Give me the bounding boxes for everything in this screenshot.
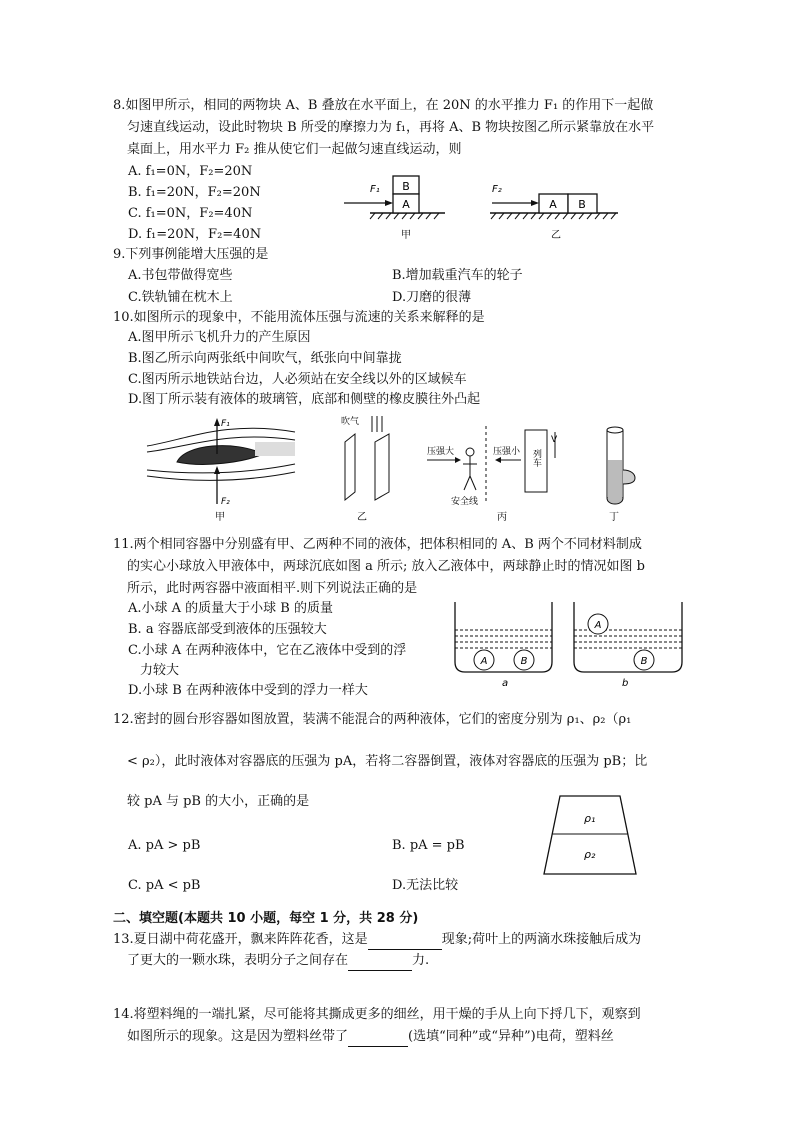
q12-figure [540, 794, 640, 878]
q14-line-1: 14.将塑料绳的一端扎紧，尽可能将其撕成更多的细丝，用干燥的手从上向下捋几下，观察到 [113, 1007, 641, 1022]
q13-text-2: 现象;荷叶上的两滴水珠接触后成为 [441, 932, 642, 947]
force-f2-label: F₂ [492, 184, 502, 195]
rho2-label: ρ₂ [584, 848, 596, 861]
arrow-icon [214, 418, 220, 426]
q12-option-b: B. pA = pB [392, 838, 465, 853]
q13-blank-2[interactable] [348, 956, 412, 971]
blow-label: 吹气 [341, 417, 360, 427]
ball-a-label: A [594, 620, 602, 631]
section-2-title: 二、填空题(本题共 10 小题，每空 1 分，共 28 分) [113, 911, 419, 926]
q11-stem-line-2: 的实心小球放入甲液体中，两球沉底如图 a 所示; 放入乙液体中，两球静止时的情况如图 b [127, 559, 645, 574]
low-pressure-label: 压强小 [493, 447, 521, 457]
safety-line-label: 安全线 [451, 497, 479, 507]
q10-option-a: A.图甲所示飞机升力的产生原因 [128, 330, 311, 345]
q14-text-1: 如图所示的现象。这是因为塑料丝带了 [127, 1029, 349, 1044]
block-a-label: A [402, 198, 410, 211]
q8-option-a: A. f₁=0N，F₂=20N [128, 164, 253, 179]
airfoil-diagram [147, 418, 295, 523]
q8-option-d: D. f₁=20N，F₂=40N [128, 227, 262, 242]
q11-option-d: D.小球 B 在两种液体中受到的浮力一样大 [128, 683, 368, 698]
q8-option-b: B. f₁=20N，F₂=20N [128, 185, 261, 200]
q12-stem-line-1: 12.密封的圆台形容器如图放置，装满不能混合的两种液体，它们的密度分别为 ρ₁、ρ₂（ρ₁ [113, 712, 632, 727]
caption-a: a [502, 678, 509, 689]
arrow-icon [385, 200, 393, 206]
rho1-label: ρ₁ [584, 812, 596, 825]
force-f1-label: F₁ [370, 184, 380, 195]
q12-stem-line-3: 较 pA 与 pB 的大小，正确的是 [127, 794, 310, 809]
q8-stem-line-1: 8.如图甲所示，相同的两物块 A、B 叠放在水平面上，在 20N 的水平推力 F₁ 的作用下一起做 [113, 98, 654, 113]
block-a-yi-label: A [549, 198, 557, 211]
block-b-yi-label: B [578, 198, 586, 211]
q11-option-b: B. a 容器底部受到液体的压强较大 [128, 622, 327, 637]
container-b [574, 602, 682, 689]
q14-blank-1[interactable] [348, 1032, 408, 1047]
caption-jia: 甲 [401, 230, 411, 241]
q8-stem-line-3: 桌面上，用水平力 F₂ 推从使它们一起做匀速直线运动，则 [127, 142, 462, 157]
q11-option-a: A.小球 A 的质量大于小球 B 的质量 [128, 601, 333, 616]
caption-b: b [622, 678, 629, 689]
train-label: 列车 [531, 449, 541, 467]
q10-option-d: D.图丁所示装有液体的玻璃管，底部和侧壁的橡皮膜往外凸起 [128, 392, 481, 407]
q13-text-4: 力. [412, 953, 430, 968]
caption-jia: 甲 [215, 512, 225, 523]
q13-line-2 [127, 951, 429, 971]
caption-yi: 乙 [551, 230, 561, 241]
caption-yi: 乙 [357, 512, 367, 523]
arrow-icon [214, 466, 220, 474]
caption-bing: 丙 [497, 512, 507, 523]
q8-figure [340, 170, 630, 242]
paper-diagram [341, 415, 389, 523]
q13-line-1 [113, 930, 641, 950]
q12-stem-line-2: < ρ₂），此时液体对容器底的压强为 pA，若将二容器倒置，液体对容器底的压强为 pB；比 [127, 754, 648, 769]
velocity-label: V [551, 435, 558, 445]
arrow-icon [531, 200, 539, 206]
q11-stem-line-1: 11.两个相同容器中分别盛有甲、乙两种不同的液体，把体积相同的 A、B 两个不同材料制成 [113, 537, 642, 552]
q14-line-2 [127, 1027, 614, 1047]
q13-text-3: 了更大的一颗水珠，表明分子之间存在 [127, 953, 349, 968]
arrow-icon [495, 457, 501, 463]
q9-option-b: B.增加载重汽车的轮子 [392, 268, 523, 283]
q12-option-c: C. pA < pB [128, 878, 201, 893]
q9-option-c: C.铁轨铺在枕木上 [128, 290, 233, 305]
caption-ding: 丁 [609, 512, 619, 523]
ball-a-label: A [480, 656, 488, 667]
q11-figure [450, 600, 690, 690]
q10-option-c: C.图丙所示地铁站台边，人必须站在安全线以外的区域候车 [128, 372, 467, 387]
q11-option-c: C.小球 A 在两种液体中，它在乙液体中受到的浮 [128, 643, 407, 658]
q11-stem-line-3: 所示，此时两容器中液面相平.则下列说法正确的是 [127, 581, 418, 596]
q13-text-1: 13.夏日湖中荷花盛开，飘来阵阵花香，这是 [113, 932, 368, 947]
q12-option-a: A. pA > pB [128, 838, 201, 853]
ball-b-label: B [520, 656, 528, 667]
q8-option-c: C. f₁=0N，F₂=40N [128, 206, 253, 221]
tube-diagram [607, 427, 635, 523]
q10-stem: 10.如图所示的现象中，不能用流体压强与流速的关系来解释的是 [113, 310, 485, 325]
force-f2-label: F₂ [221, 497, 230, 507]
ball-b-label: B [640, 656, 648, 667]
arrow-icon [455, 457, 461, 463]
force-f1-label: F₁ [221, 419, 230, 429]
q10-option-b: B.图乙所示向两张纸中间吹气，纸张向中间靠拢 [128, 351, 402, 366]
container-a [455, 602, 552, 689]
q8-stem-line-2: 匀速直线运动，设此时物块 B 所受的摩擦力为 f₁，再将 A、B 物块按图乙所示紧靠放在水平 [127, 120, 655, 135]
q9-option-d: D.刀磨的很薄 [392, 290, 472, 305]
block-b-label: B [402, 180, 410, 193]
q9-stem: 9.下列事例能增大压强的是 [113, 247, 269, 262]
high-pressure-label: 压强大 [427, 447, 455, 457]
q11-option-c-cont: 力较大 [140, 663, 180, 678]
q9-option-a: A.书包带做得宽些 [128, 268, 233, 283]
q12-option-d: D.无法比较 [392, 878, 459, 893]
subway-diagram [427, 426, 558, 523]
q13-blank-1[interactable] [368, 935, 442, 950]
q14-text-2: (选填“同种”或“异种”)电荷，塑料丝 [408, 1029, 614, 1044]
q10-figure [145, 412, 665, 524]
